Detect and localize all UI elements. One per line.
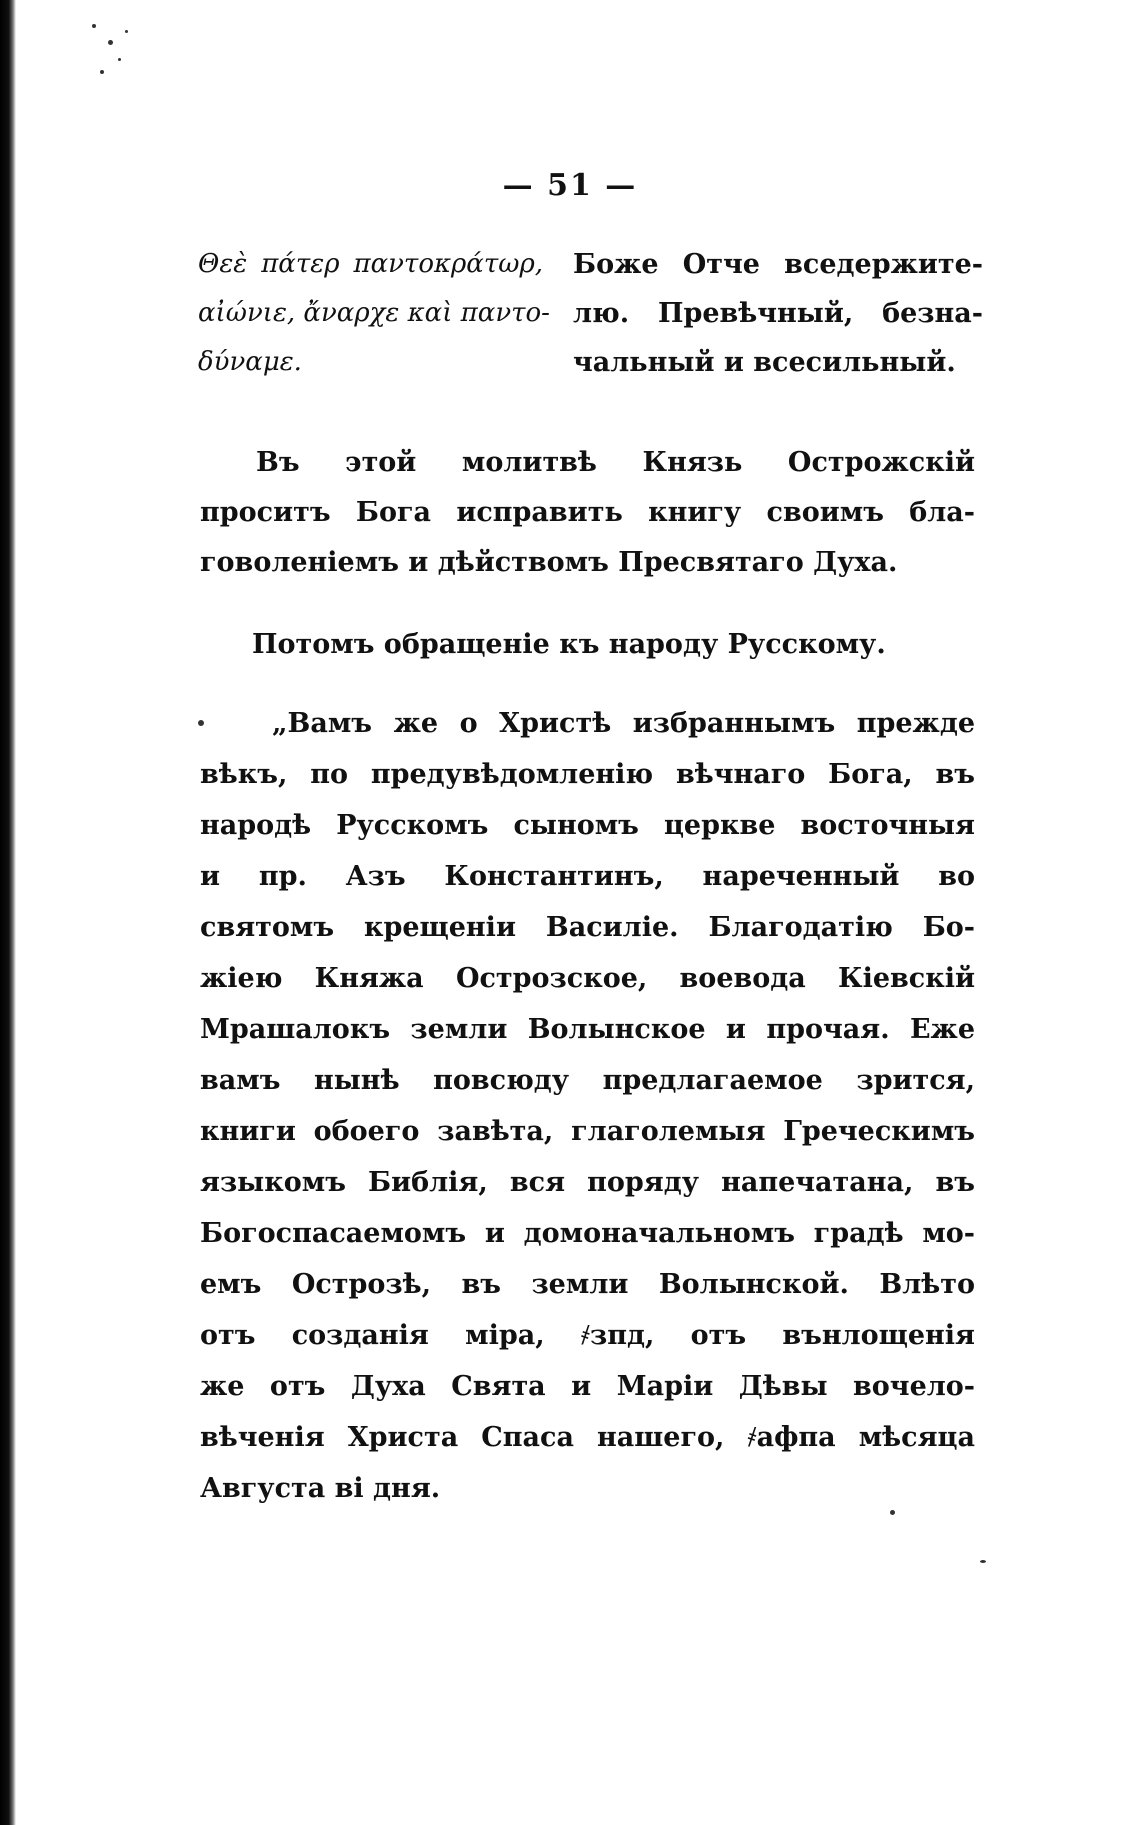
text-line: говоленіемъ и дѣйствомъ Пресвятаго Духа. bbox=[200, 547, 898, 578]
slavonic-line: лю. Превѣчный, безна- bbox=[573, 298, 983, 329]
page-number: — 51 — bbox=[502, 168, 638, 203]
text-line: книги обоего завѣта, глаголемыя Греческимъ bbox=[200, 1116, 975, 1147]
text-line: Мрашалокъ земли Волынское и прочая. Еже bbox=[200, 1014, 975, 1045]
scan-speck bbox=[108, 40, 113, 45]
text-line: отъ созданія міра, ҂зпд, отъ вънлощенія bbox=[200, 1320, 975, 1351]
greek-text-column bbox=[198, 240, 550, 387]
paragraph-address-text bbox=[200, 698, 975, 1514]
scan-speck bbox=[980, 1560, 986, 1563]
text-line: Августа ві дня. bbox=[200, 1473, 441, 1504]
scan-speck bbox=[92, 24, 96, 28]
text-line: языкомъ Библія, вся поряду напечатана, въ bbox=[200, 1167, 975, 1198]
text-line: же отъ Духа Свята и Маріи Дѣвы вочело- bbox=[200, 1371, 975, 1402]
text-line: Потомъ обращеніе къ народу Русскому. bbox=[252, 629, 886, 660]
text-line: емъ Острозѣ, въ земли Волынской. Влѣто bbox=[200, 1269, 975, 1300]
paragraph-prayer-note bbox=[200, 438, 975, 588]
slavonic-line: чальный и всесильный. bbox=[573, 347, 956, 378]
greek-line: Θεὲ πάτερ παντοκράτωρ, bbox=[198, 249, 543, 279]
greek-line: αἰώνιε, ἄναρχε καὶ παντο- bbox=[198, 298, 550, 328]
text-line: и пр. Азъ Константинъ, нареченный во bbox=[200, 861, 975, 892]
text-line: вамъ нынѣ повсюду предлагаемое зрится, bbox=[200, 1065, 975, 1096]
text-line: Въ этой молитвѣ Князь Острожскій bbox=[256, 447, 975, 478]
text-line: проситъ Бога исправить книгу своимъ бла- bbox=[200, 497, 975, 528]
paragraph-address-heading bbox=[200, 620, 975, 670]
text-line: жіею Княжа Острозское, воевода Кіевскій bbox=[200, 963, 975, 994]
scan-edge-shadow bbox=[0, 0, 16, 1825]
text-line: вѣкъ, по предувѣдомленію вѣчнаго Бога, въ bbox=[200, 759, 975, 790]
slavonic-text-column bbox=[573, 240, 983, 387]
text-line: народѣ Русскомъ сыномъ церкве восточныя bbox=[200, 810, 975, 841]
scan-speck bbox=[100, 70, 104, 74]
text-line: святомъ крещеніи Василіе. Благодатію Бо- bbox=[200, 912, 975, 943]
text-line: вѣченія Христа Спаса нашего, ҂афпа мѣсяца bbox=[200, 1422, 975, 1453]
scan-speck bbox=[125, 30, 128, 33]
text-line: „Вамъ же о Христѣ избраннымъ прежде bbox=[272, 708, 975, 739]
text-line: Богоспасаемомъ и домоначальномъ градѣ мо- bbox=[200, 1218, 975, 1249]
greek-line: δύναμε. bbox=[198, 347, 302, 377]
scan-speck bbox=[118, 58, 121, 61]
slavonic-line: Боже Отче вседержите- bbox=[573, 249, 983, 280]
